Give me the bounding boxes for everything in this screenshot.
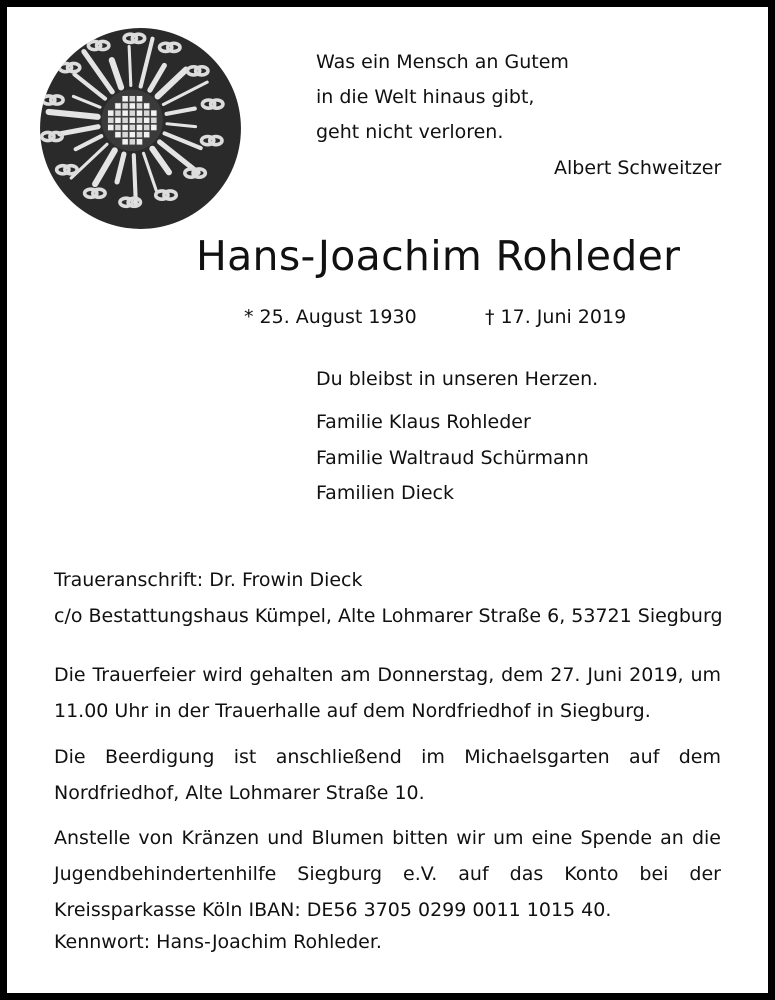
keyword-line: Kennwort: Hans-Joachim Rohleder. xyxy=(54,931,382,953)
family-1: Familie Klaus Rohleder xyxy=(316,411,531,433)
quote-line-2: in die Welt hinaus gibt, xyxy=(316,86,535,108)
family-2: Familie Waltraud Schürmann xyxy=(316,447,589,469)
death-date: † 17. Juni 2019 xyxy=(485,306,627,328)
burial-paragraph: Die Beerdigung ist anschließend im Michaelsgarten auf dem Nordfriedhof, Alte Lohmarer Straße 10. xyxy=(54,746,721,804)
donation-paragraph: Anstelle von Kränzen und Blumen bitten wir um eine Spende an die Jugendbehindertenhilfe Siegburg e.V. auf das Konto bei der Kreissparkasse Köln IBAN: DE56 3705 0299 0011 1015 40. xyxy=(54,827,721,921)
quote-line-1: Was ein Mensch an Gutem xyxy=(316,51,569,73)
quote-line-3: geht nicht verloren. xyxy=(316,121,504,143)
quote-author: Albert Schweitzer xyxy=(554,157,722,179)
birth-date: * 25. August 1930 xyxy=(244,306,417,328)
farewell-line: Du bleibst in unseren Herzen. xyxy=(316,368,599,390)
deceased-name: Hans-Joachim Rohleder xyxy=(196,232,681,280)
ceremony-paragraph: Die Trauerfeier wird gehalten am Donnerstag, dem 27. Juni 2019, um 11.00 Uhr in der Trauerhalle auf dem Nordfriedhof in Siegburg. xyxy=(54,664,721,722)
mosaic-emblem xyxy=(38,26,243,231)
family-3: Familien Dieck xyxy=(316,482,454,504)
address-line-2: c/o Bestattungshaus Kümpel, Alte Lohmarer Straße 6, 53721 Siegburg xyxy=(54,605,723,627)
address-line-1: Traueranschrift: Dr. Frowin Dieck xyxy=(54,569,363,591)
